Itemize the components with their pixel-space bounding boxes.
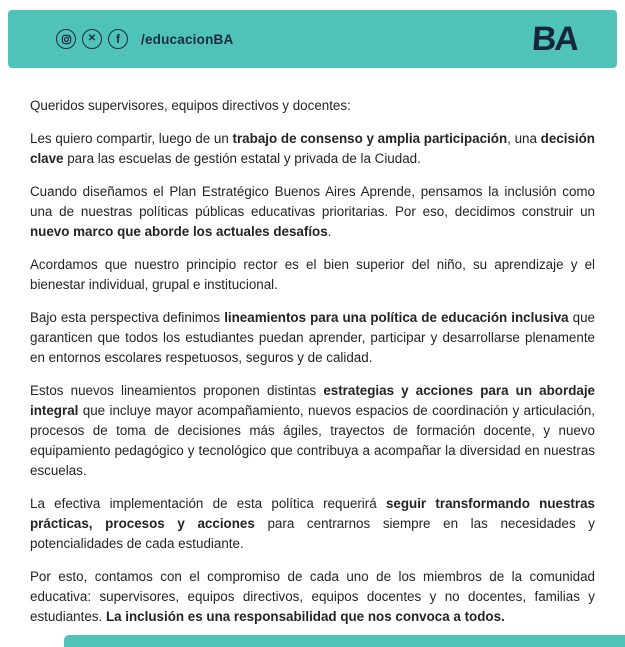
paragraph: Les quiero compartir, luego de un trabajo de consenso y amplia participación, una decisión clave para las escuelas de gestión estatal y privada de la Ciudad.: [30, 131, 595, 166]
social-links: [56, 29, 233, 49]
x-icon[interactable]: [82, 29, 102, 49]
ba-logo: BA: [530, 19, 579, 58]
footer-bar: [64, 635, 625, 647]
paragraph: Por esto, contamos con el compromiso de cada uno de los miembros de la comunidad educativa: supervisores, equipos directivos, equipos docentes y no docentes, familias y estudiantes. La inclusión es una responsabilidad que nos convoca a todos.: [30, 569, 595, 624]
paragraph: Bajo esta perspectiva definimos lineamientos para una política de educación inclusiva que garanticen que todos los estudiantes puedan aprender, participar y desarrollarse plenamente en entornos escolares respetuosos, seguros y de calidad.: [30, 310, 596, 365]
instagram-icon[interactable]: [56, 29, 76, 49]
paragraph: Acordamos que nuestro principio rector es el bien superior del niño, su aprendizaje y el bienestar individual, grupal e institucional.: [30, 257, 595, 292]
paragraph: Estos nuevos lineamientos proponen distintas estrategias y acciones para un abordaje integral que incluye mayor acompañamiento, nuevos espacios de coordinación y articulación, procesos de toma de decisiones más ágiles, trayectos de formación docente, y nuevo equipamiento pedagógico y tecnológico que contribuya a acompañar la diversidad en nuestras escuelas.: [30, 383, 595, 478]
social-handle[interactable]: /educacionBA: [141, 31, 234, 47]
paragraph: Queridos supervisores, equipos directivos y docentes:: [30, 98, 351, 113]
header-bar: [8, 10, 617, 68]
x-glyph: ✕: [87, 33, 97, 44]
letter-body: [0, 88, 625, 640]
paragraph: Cuando diseñamos el Plan Estratégico Buenos Aires Aprende, pensamos la inclusión como una de nuestras políticas públicas educativas prioritarias. Por eso, decidimos construir un nuevo marco que aborde los actuales desafíos.: [30, 184, 595, 239]
paragraph: La efectiva implementación de esta política requerirá seguir transformando nuestras prácticas, procesos y acciones para centrarnos siempre en las necesidades y potencialidades de cada estudiante.: [30, 496, 595, 551]
facebook-icon[interactable]: [108, 29, 128, 49]
facebook-glyph: f: [116, 32, 120, 46]
